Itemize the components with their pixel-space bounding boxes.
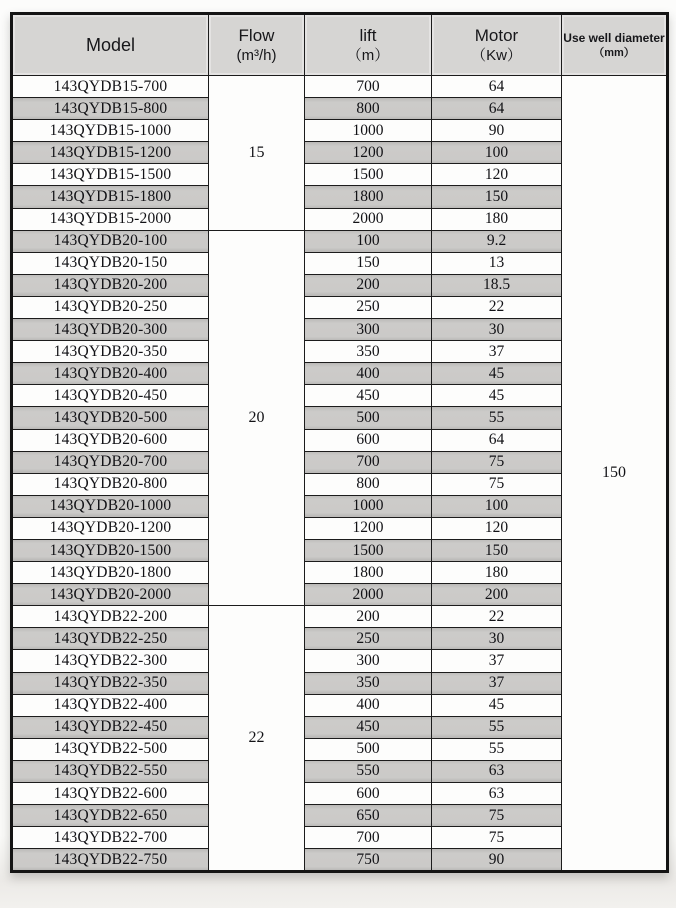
model-cell: 143QYDB20-2000	[12, 584, 209, 606]
lift-cell: 450	[305, 716, 432, 738]
motor-cell: 150	[432, 539, 562, 561]
motor-cell: 9.2	[432, 230, 562, 252]
motor-cell: 37	[432, 341, 562, 363]
lift-cell: 600	[305, 429, 432, 451]
motor-cell: 37	[432, 672, 562, 694]
lift-cell: 1500	[305, 539, 432, 561]
motor-cell: 63	[432, 760, 562, 782]
model-cell: 143QYDB20-700	[12, 451, 209, 473]
model-cell: 143QYDB22-300	[12, 650, 209, 672]
header-well-diameter	[562, 14, 668, 76]
model-cell: 143QYDB20-1200	[12, 517, 209, 539]
flow-cell: 15	[209, 76, 305, 231]
model-cell: 143QYDB20-1800	[12, 562, 209, 584]
header-model	[12, 14, 209, 76]
motor-cell: 18.5	[432, 274, 562, 296]
lift-cell: 150	[305, 252, 432, 274]
model-cell: 143QYDB20-1000	[12, 495, 209, 517]
lift-cell: 200	[305, 274, 432, 296]
motor-cell: 75	[432, 451, 562, 473]
lift-cell: 1000	[305, 120, 432, 142]
pump-spec-table	[10, 12, 669, 873]
motor-cell: 64	[432, 429, 562, 451]
lift-cell: 1200	[305, 142, 432, 164]
lift-cell: 300	[305, 650, 432, 672]
lift-cell: 400	[305, 363, 432, 385]
model-cell: 143QYDB22-250	[12, 628, 209, 650]
model-cell: 143QYDB20-400	[12, 363, 209, 385]
motor-cell: 37	[432, 650, 562, 672]
model-cell: 143QYDB15-1800	[12, 186, 209, 208]
lift-cell: 700	[305, 827, 432, 849]
model-cell: 143QYDB15-1200	[12, 142, 209, 164]
motor-cell: 30	[432, 319, 562, 341]
model-cell: 143QYDB20-300	[12, 319, 209, 341]
motor-cell: 180	[432, 562, 562, 584]
motor-cell: 75	[432, 827, 562, 849]
header-motor	[432, 14, 562, 76]
flow-cell: 22	[209, 606, 305, 872]
motor-cell: 55	[432, 738, 562, 760]
model-cell: 143QYDB22-500	[12, 738, 209, 760]
header-lift-label: lift	[359, 26, 377, 45]
header-model-label: Model	[85, 34, 136, 55]
motor-cell: 64	[432, 76, 562, 98]
lift-cell: 500	[305, 738, 432, 760]
motor-cell: 100	[432, 142, 562, 164]
lift-cell: 200	[305, 606, 432, 628]
lift-cell: 400	[305, 694, 432, 716]
motor-cell: 75	[432, 473, 562, 495]
motor-cell: 55	[432, 407, 562, 429]
table-body	[12, 76, 668, 872]
model-cell: 143QYDB22-700	[12, 827, 209, 849]
model-cell: 143QYDB20-150	[12, 252, 209, 274]
header-well-label: Use well diameter	[563, 30, 665, 45]
flow-cell: 20	[209, 230, 305, 606]
lift-cell: 1800	[305, 562, 432, 584]
motor-cell: 64	[432, 98, 562, 120]
lift-cell: 2000	[305, 208, 432, 230]
model-cell: 143QYDB22-400	[12, 694, 209, 716]
lift-cell: 350	[305, 341, 432, 363]
model-cell: 143QYDB20-800	[12, 473, 209, 495]
model-cell: 143QYDB15-1500	[12, 164, 209, 186]
lift-cell: 750	[305, 849, 432, 872]
lift-cell: 1200	[305, 517, 432, 539]
motor-cell: 45	[432, 363, 562, 385]
header-flow	[209, 14, 305, 76]
motor-cell: 13	[432, 252, 562, 274]
motor-cell: 90	[432, 849, 562, 872]
motor-cell: 150	[432, 186, 562, 208]
model-cell: 143QYDB22-750	[12, 849, 209, 872]
motor-cell: 63	[432, 783, 562, 805]
model-cell: 143QYDB22-350	[12, 672, 209, 694]
model-cell: 143QYDB20-100	[12, 230, 209, 252]
table-row	[12, 76, 668, 98]
motor-cell: 75	[432, 805, 562, 827]
model-cell: 143QYDB20-450	[12, 385, 209, 407]
header-well-unit: （mm）	[593, 46, 635, 59]
header-flow-unit: (m³/h)	[236, 47, 277, 64]
motor-cell: 22	[432, 606, 562, 628]
header-lift-unit: （m）	[346, 47, 390, 64]
motor-cell: 120	[432, 517, 562, 539]
model-cell: 143QYDB22-200	[12, 606, 209, 628]
motor-cell: 45	[432, 694, 562, 716]
model-cell: 143QYDB20-350	[12, 341, 209, 363]
lift-cell: 700	[305, 451, 432, 473]
lift-cell: 100	[305, 230, 432, 252]
lift-cell: 350	[305, 672, 432, 694]
well-diameter-cell: 150	[562, 76, 668, 872]
header-flow-label: Flow	[238, 26, 275, 45]
lift-cell: 600	[305, 783, 432, 805]
motor-cell: 90	[432, 120, 562, 142]
model-cell: 143QYDB20-500	[12, 407, 209, 429]
lift-cell: 550	[305, 760, 432, 782]
motor-cell: 30	[432, 628, 562, 650]
model-cell: 143QYDB22-600	[12, 783, 209, 805]
motor-cell: 45	[432, 385, 562, 407]
lift-cell: 1500	[305, 164, 432, 186]
model-cell: 143QYDB15-800	[12, 98, 209, 120]
lift-cell: 650	[305, 805, 432, 827]
lift-cell: 800	[305, 98, 432, 120]
header-motor-unit: （Kw）	[471, 47, 522, 64]
lift-cell: 800	[305, 473, 432, 495]
model-cell: 143QYDB20-1500	[12, 539, 209, 561]
table-header	[12, 14, 668, 76]
header-motor-label: Motor	[474, 26, 519, 45]
model-cell: 143QYDB20-200	[12, 274, 209, 296]
lift-cell: 300	[305, 319, 432, 341]
lift-cell: 700	[305, 76, 432, 98]
motor-cell: 120	[432, 164, 562, 186]
model-cell: 143QYDB15-2000	[12, 208, 209, 230]
lift-cell: 450	[305, 385, 432, 407]
motor-cell: 100	[432, 495, 562, 517]
model-cell: 143QYDB22-450	[12, 716, 209, 738]
header-lift	[305, 14, 432, 76]
model-cell: 143QYDB20-250	[12, 296, 209, 318]
motor-cell: 55	[432, 716, 562, 738]
motor-cell: 180	[432, 208, 562, 230]
motor-cell: 22	[432, 296, 562, 318]
model-cell: 143QYDB22-550	[12, 760, 209, 782]
lift-cell: 500	[305, 407, 432, 429]
model-cell: 143QYDB15-1000	[12, 120, 209, 142]
model-cell: 143QYDB22-650	[12, 805, 209, 827]
lift-cell: 1800	[305, 186, 432, 208]
motor-cell: 200	[432, 584, 562, 606]
model-cell: 143QYDB15-700	[12, 76, 209, 98]
header-row	[12, 14, 668, 76]
model-cell: 143QYDB20-600	[12, 429, 209, 451]
lift-cell: 2000	[305, 584, 432, 606]
lift-cell: 250	[305, 296, 432, 318]
lift-cell: 250	[305, 628, 432, 650]
lift-cell: 1000	[305, 495, 432, 517]
